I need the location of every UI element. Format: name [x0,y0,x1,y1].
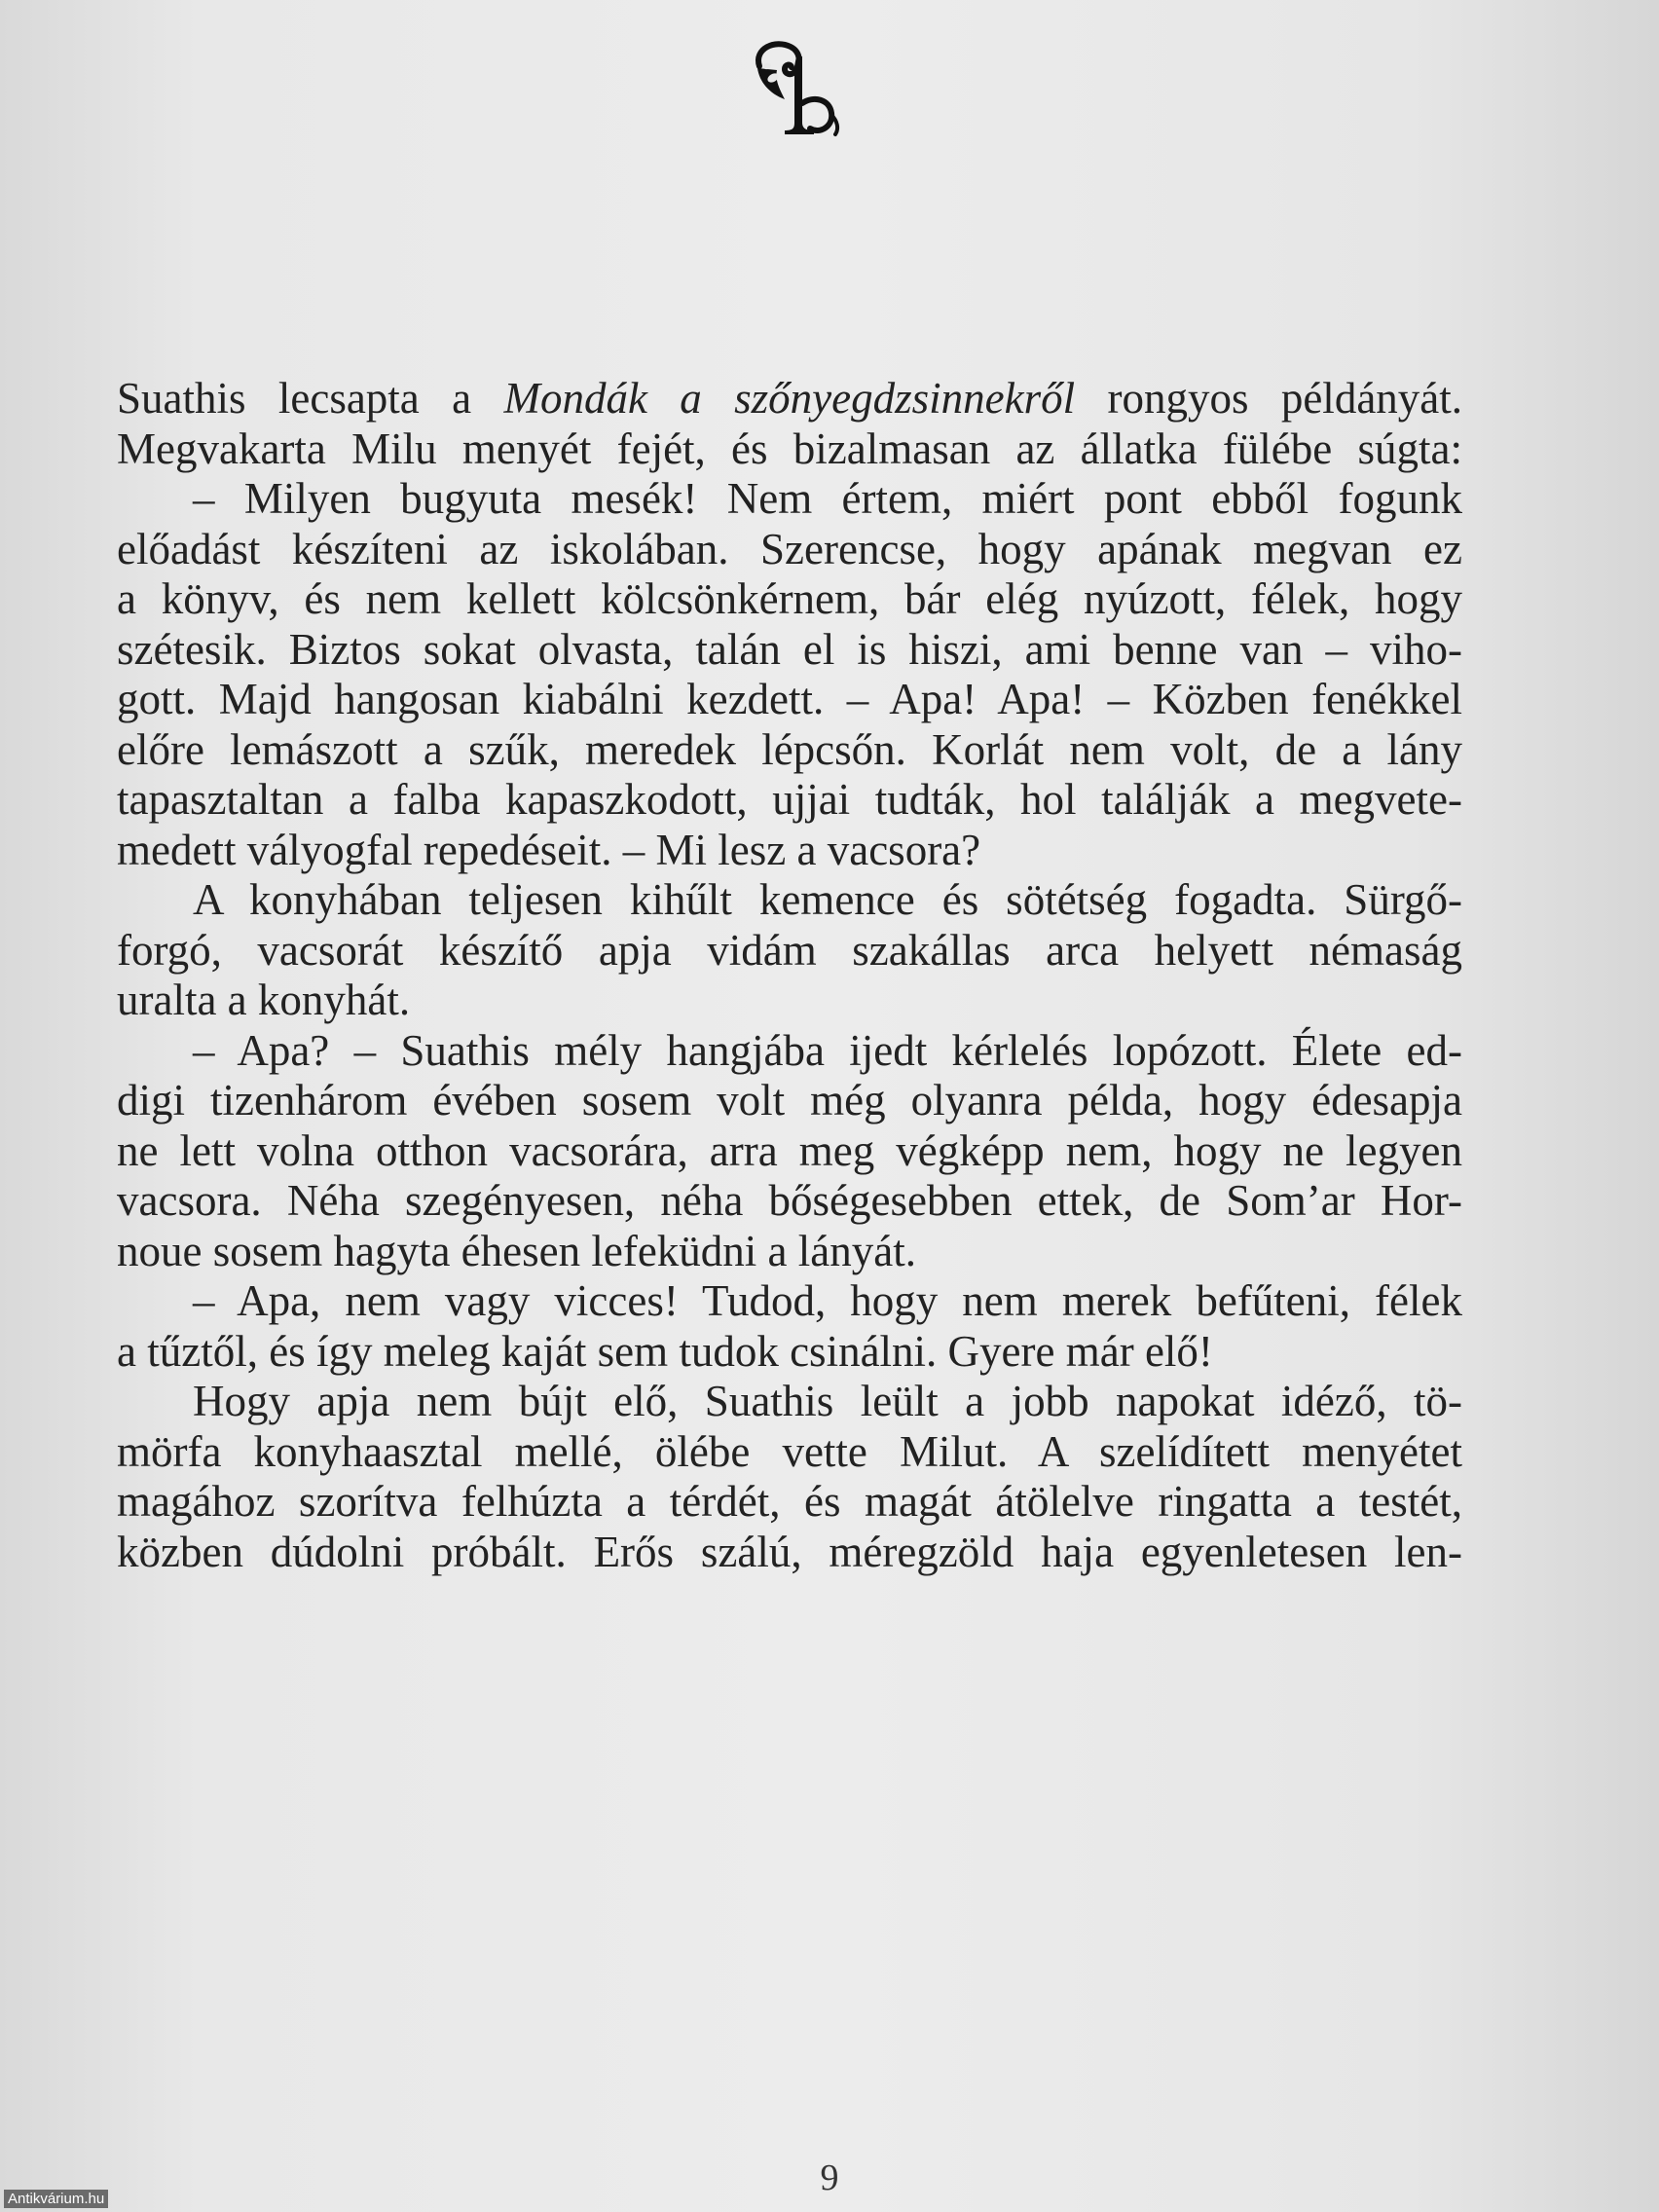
line-text: vacsora. Néha szegényesen, néha bőségesebben ettek, de Som’ar Hor- [117,1176,1462,1225]
text-line [117,826,1462,876]
text-line [117,474,1462,525]
line-text: forgó, vacsorát készítő apja vidám szakállas arca helyett némaság [117,925,1462,975]
line-text: tapasztaltan a falba kapaszkodott, ujjai tudták, hol találják a megvete- [117,775,1462,824]
text-line [117,1227,1462,1277]
line-text: ne lett volna otthon vacsorára, arra meg végképp nem, hogy ne legyen [117,1125,1462,1175]
line-text: közben dúdolni próbált. Erős szálú, méregzöld haja egyenletesen len- [117,1527,1462,1576]
line-text: digi tizenhárom évében sosem volt még olyanra példa, hogy édesapja [117,1076,1462,1124]
text-line [117,725,1462,776]
text-line [117,1076,1462,1126]
body-text [117,374,1462,1577]
line-text: előadást készíteni az iskolában. Szerencse, hogy apának megvan ez [117,524,1462,573]
line-text: noue sosem hagyta éhesen lefeküdni a lányát. [117,1226,916,1275]
line-text: előre lemászott a szűk, meredek lépcsőn. Korlát nem volt, de a lány [117,724,1462,774]
text-line [117,424,1462,475]
text-line [117,1427,1462,1478]
line-text: – Apa? – Suathis mély hangjába ijedt kérlelés lopózott. Élete ed- [193,1025,1462,1075]
page-number: 9 [820,2157,839,2198]
line-text: Hogy apja nem bújt elő, Suathis leült a jobb napokat idéző, tö- [193,1377,1462,1425]
line-text: gott. Majd hangosan kiabálni kezdett. – Apa! Apa! – Közben fenékkel [117,675,1462,723]
book-title-italic: Mondák a szőnyegdzsinnekről [503,374,1076,423]
line-text: – Milyen bugyuta mesék! Nem értem, miért pont ebből fogunk [193,474,1462,523]
line-text: magához szorítva felhúzta a térdét, és magát átölelve ringatta a testét, [117,1477,1462,1526]
text-line [117,574,1462,625]
text-line [117,1176,1462,1227]
text-line [117,1026,1462,1077]
line-text: rongyos példányát. [1075,374,1462,423]
text-line [117,1477,1462,1528]
chapter-ornament-icon [746,37,853,144]
line-text: Suathis lecsapta a [117,374,504,423]
line-text: szétesik. Biztos sokat olvasta, talán el is hiszi, ami benne van – viho- [117,624,1462,674]
line-text: medett vályogfal repedéseit. – Mi lesz a vacsora? [117,825,981,874]
line-text: Megvakarta Milu menyét fejét, és bizalmasan az állatka fülébe súgta: [117,424,1462,473]
watermark: Antikvárium.hu [4,2190,108,2208]
text-line [117,1276,1462,1327]
text-line [117,976,1462,1026]
text-line [117,1528,1462,1578]
line-text: mörfa konyhaasztal mellé, ölébe vette Milut. A szelídített menyétet [117,1426,1462,1476]
text-line [117,1327,1462,1378]
text-line [117,875,1462,926]
text-line [117,625,1462,676]
text-line [117,374,1462,424]
line-text: a tűztől, és így meleg kaját sem tudok csinálni. Gyere már elő! [117,1326,1213,1376]
text-line [117,525,1462,575]
text-line [117,775,1462,826]
line-text: uralta a konyhát. [117,976,411,1024]
line-text: – Apa, nem vagy vicces! Tudod, hogy nem merek befűteni, félek [193,1276,1462,1325]
line-text: A konyhában teljesen kihűlt kemence és sötétség fogadta. Sürgő- [193,875,1462,924]
line-text: a könyv, és nem kellett kölcsönkérnem, bár elég nyúzott, félek, hogy [117,574,1462,623]
text-line [117,926,1462,977]
text-line [117,1377,1462,1427]
text-line [117,1126,1462,1177]
text-line [117,675,1462,725]
